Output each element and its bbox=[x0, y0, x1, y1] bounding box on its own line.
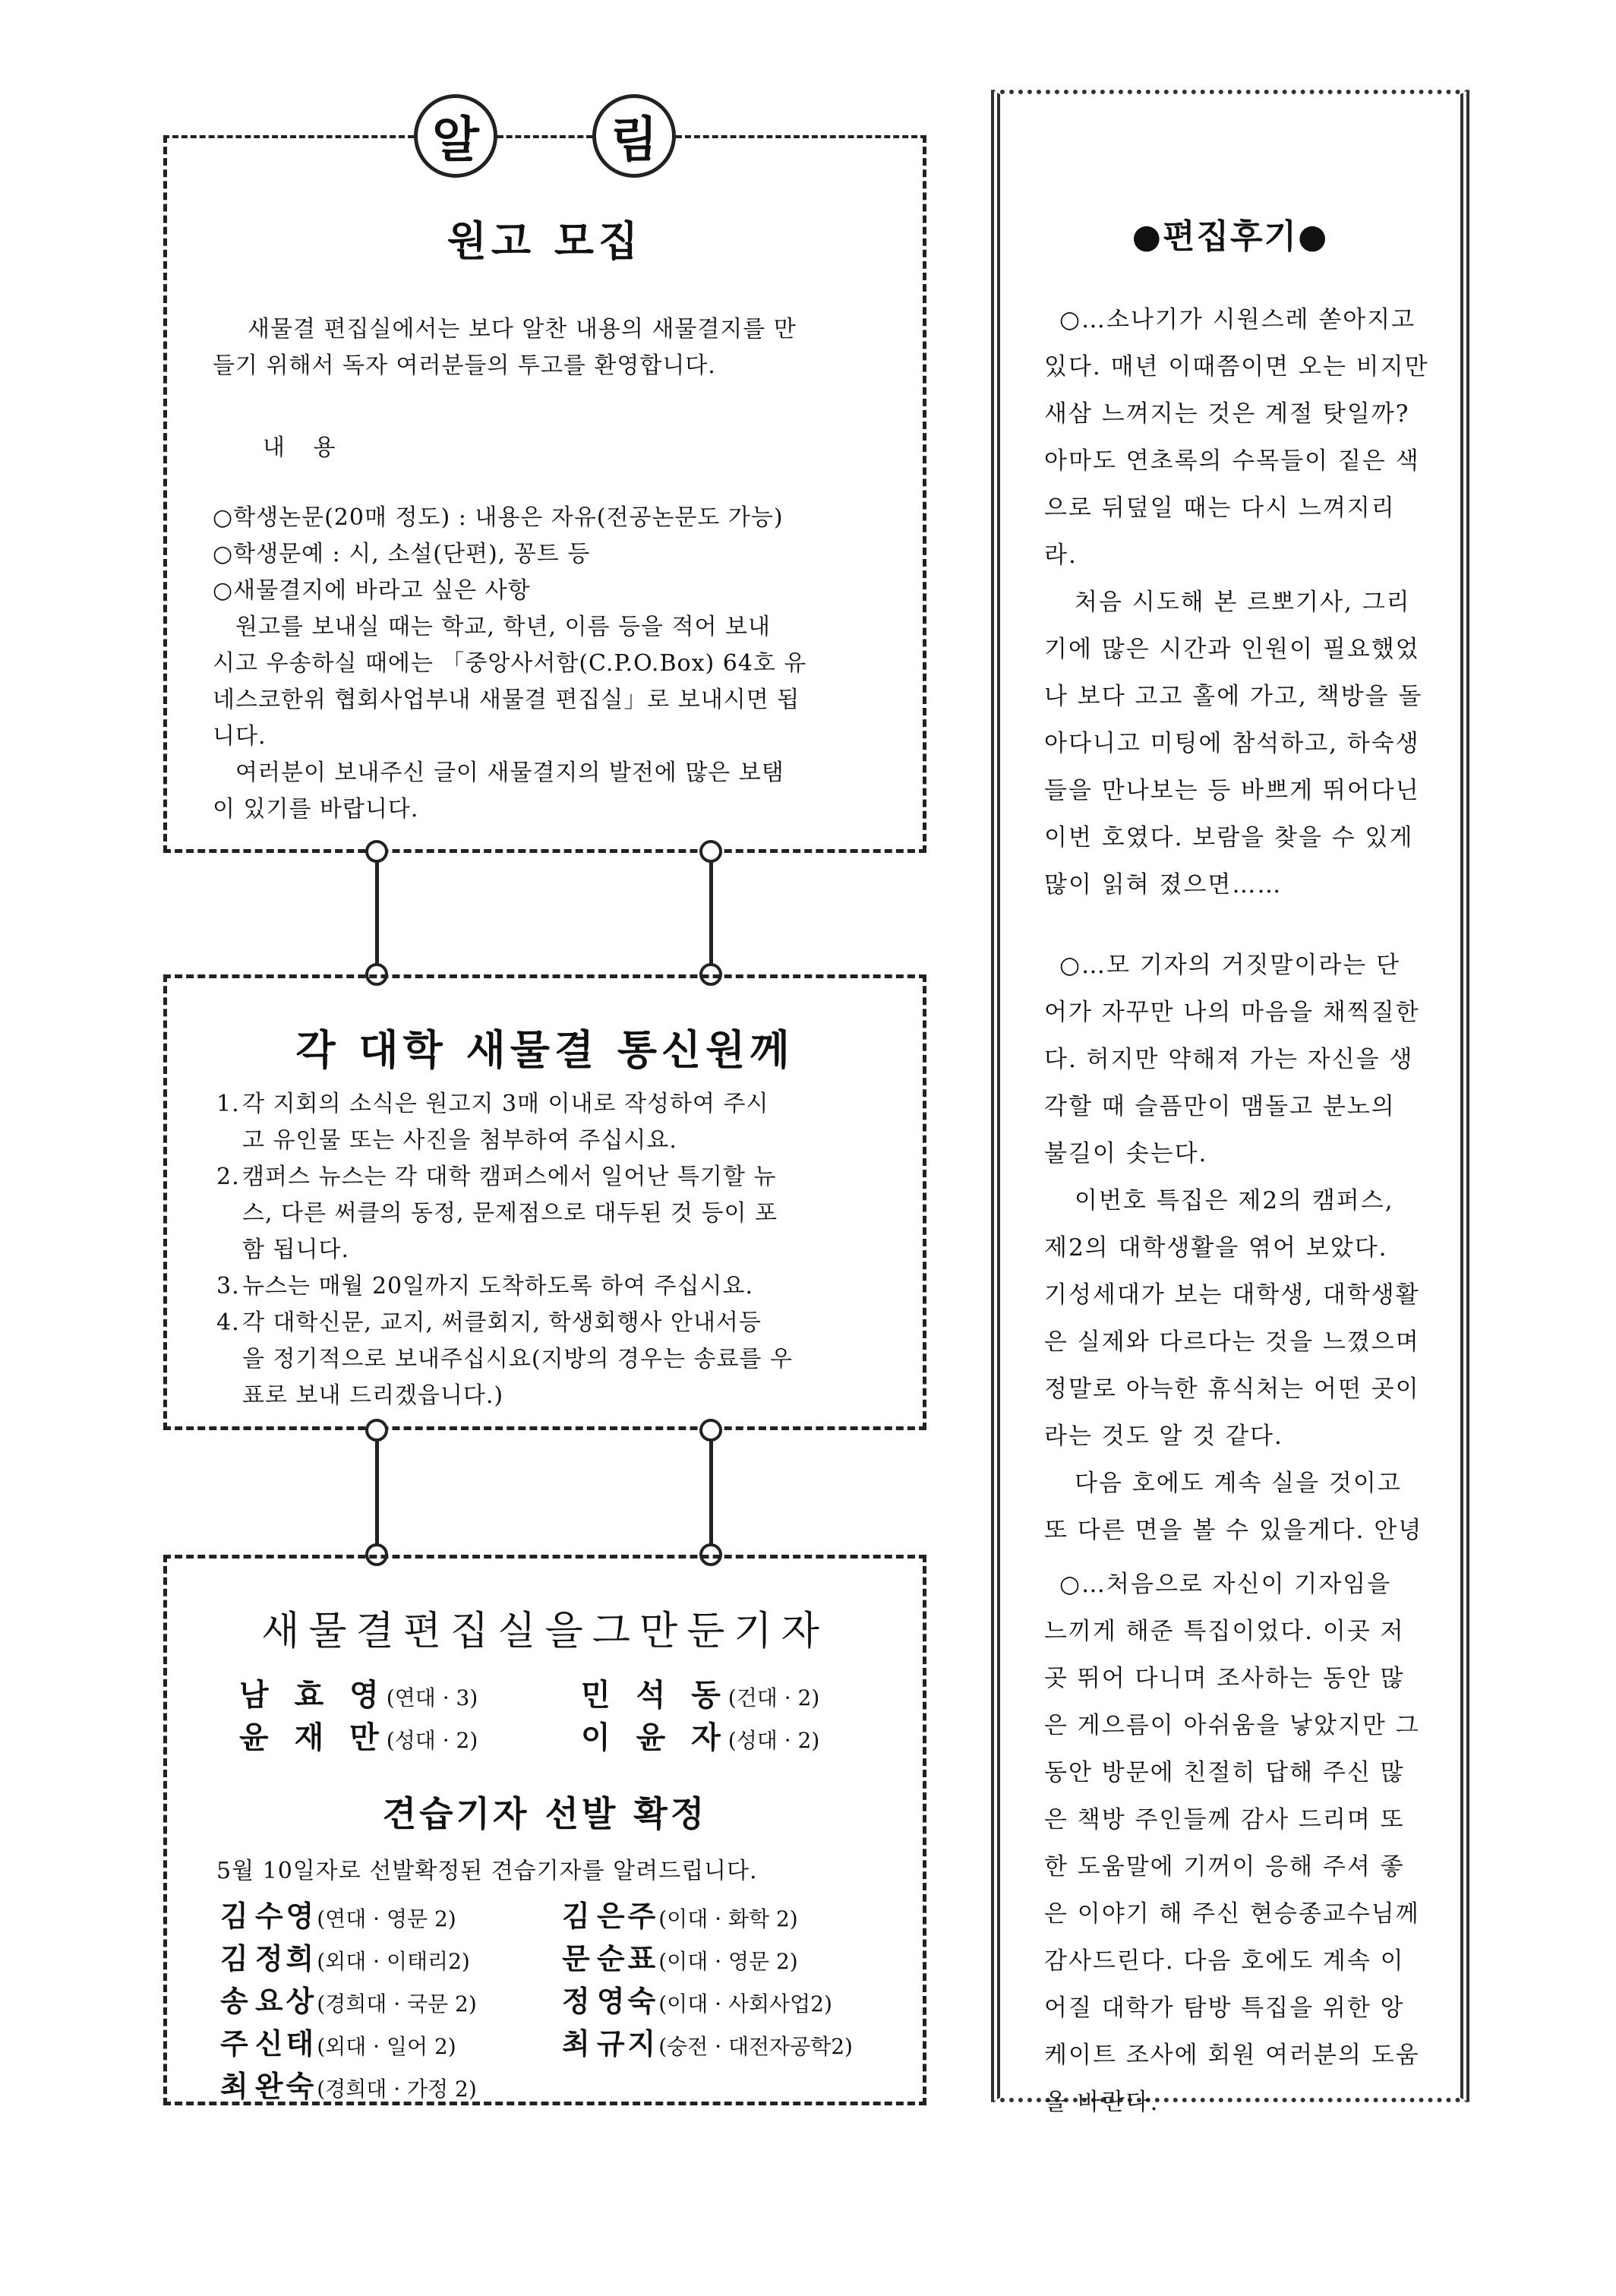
recruit-title: 원고 모집 bbox=[447, 217, 643, 265]
item-line: 캠퍼스 뉴스는 각 대학 캠퍼스에서 일어난 특기할 뉴 bbox=[242, 1164, 777, 1190]
notice-circle-left bbox=[414, 94, 497, 178]
trainee-surname: 송 bbox=[220, 1984, 251, 2018]
trainees-title: 견습기자 선발 확정 bbox=[382, 1793, 708, 1834]
content-label: 내 용 bbox=[263, 434, 346, 461]
postscript-line: 동안 방문에 친절히 답해 주신 많 bbox=[1044, 1759, 1405, 1786]
postscript-line: 한 도움말에 기꺼이 응해 주셔 좋 bbox=[1044, 1853, 1405, 1881]
postscript-line: 라. bbox=[1044, 542, 1078, 569]
recruit-send-line: 니다. bbox=[213, 723, 267, 750]
postscript-line: 아다니고 미팅에 참석하고, 하숙생 bbox=[1044, 730, 1420, 757]
postscript-line: 은 실제와 다르다는 것을 느꼈으며 bbox=[1044, 1328, 1420, 1356]
trainee-info: (경희대 · 국문 2) bbox=[317, 1991, 477, 2017]
postscript-line: 감사드린다. 다음 호에도 계속 이 bbox=[1044, 1947, 1405, 1975]
departed-person bbox=[239, 1713, 581, 1756]
postscript-line: 다음 호에도 계속 실을 것이고 bbox=[1075, 1470, 1402, 1497]
trainee-name: 정희 bbox=[254, 1941, 317, 1975]
recruit-send-line: 네스코한위 협회사업부내 새물결 편집실」로 보내시면 됩 bbox=[213, 687, 800, 713]
postscript-line: 각할 때 슬픔만이 맴돌고 분노의 bbox=[1044, 1093, 1396, 1120]
connector-ring bbox=[699, 840, 722, 863]
postscript-line: 나 보다 고고 홀에 가고, 책방을 돌 bbox=[1044, 683, 1423, 710]
trainee bbox=[220, 1893, 562, 1934]
postscript-line: 은 책방 주인들께 감사 드리며 또 bbox=[1044, 1806, 1405, 1833]
trainee-name: 영숙 bbox=[596, 1984, 659, 2018]
trainee bbox=[562, 1893, 904, 1934]
postscript-line: 다. 허지만 약해져 가는 자신을 생 bbox=[1044, 1046, 1414, 1073]
trainee-surname: 최 bbox=[562, 2026, 593, 2061]
postscript-line: 새삼 느껴지는 것은 계절 탓일까? bbox=[1044, 400, 1410, 428]
recruit-intro-line: 새물결 편집실에서는 보다 알찬 내용의 새물결지를 만 bbox=[248, 316, 797, 343]
recruit-item: ○새물결지에 바라고 싶은 사항 bbox=[213, 577, 531, 604]
postscript-line: 라는 것도 알 것 같다. bbox=[1044, 1423, 1283, 1450]
item-line: 함 됩니다. bbox=[242, 1236, 349, 1263]
trainee-name: 규지 bbox=[596, 2026, 659, 2061]
correspondents-item bbox=[216, 1268, 900, 1305]
notice-char-right: 림 bbox=[611, 112, 658, 169]
postscript-line: 은 이야기 해 주신 현승종교수님께 bbox=[1044, 1900, 1420, 1928]
departed-person bbox=[581, 1713, 819, 1756]
trainees-intro: 5월 10일자로 선발확정된 견습기자를 알려드립니다. bbox=[216, 1858, 758, 1884]
trainee bbox=[220, 1935, 562, 1977]
trainee-surname: 최 bbox=[220, 2069, 251, 2103]
person-name: 윤 재 만 bbox=[239, 1720, 387, 1755]
connector-line bbox=[709, 1440, 713, 1546]
postscript-line: 곳 뛰어 다니며 조사하는 동안 많 bbox=[1044, 1665, 1405, 1692]
trainee-name: 은주 bbox=[596, 1899, 659, 1933]
postscript-line: 아마도 연초록의 수목들이 짙은 색 bbox=[1044, 447, 1420, 475]
person-name: 이 윤 자 bbox=[581, 1720, 728, 1755]
person-school: (성대 · 2) bbox=[728, 1728, 820, 1753]
recruit-item: ○학생문예 : 시, 소설(단편), 꽁트 등 bbox=[213, 541, 591, 567]
trainee-info: (경희대 · 가정 2) bbox=[317, 2077, 477, 2102]
postscript-line: 느끼게 해준 특집이었다. 이곳 저 bbox=[1044, 1618, 1405, 1645]
postscript-part-3 bbox=[1044, 1561, 1454, 2126]
postscript-line: ○…처음으로 자신이 기자임을 bbox=[1059, 1571, 1392, 1598]
postscript-line: 있다. 매년 이때쯤이면 오는 비지만 bbox=[1044, 353, 1429, 381]
trainee-info: (이대 · 화학 2) bbox=[658, 1906, 798, 1931]
connector-line bbox=[375, 861, 379, 966]
postscript-line: 케이트 조사에 회원 여러분의 도움 bbox=[1044, 2042, 1420, 2069]
recruit-item: ○학생논문(20매 정도) : 내용은 자유(전공논문도 가능) bbox=[213, 504, 784, 531]
recruit-closing-line: 이 있기를 바랍니다. bbox=[213, 796, 419, 823]
trainee-surname: 김 bbox=[220, 1941, 251, 1975]
postscript-line: 기성세대가 보는 대학생, 대학생활 bbox=[1044, 1281, 1420, 1309]
postscript-line: 은 게으름이 아쉬움을 낳았지만 그 bbox=[1044, 1712, 1420, 1739]
postscript-line: 많이 읽혀 졌으면…… bbox=[1044, 871, 1283, 899]
postscript-title: ●편집후기● bbox=[1132, 217, 1329, 256]
postscript-line: 들을 만나보는 등 바쁘게 뛰어다닌 bbox=[1044, 777, 1420, 804]
postscript-part-1 bbox=[1044, 296, 1454, 908]
postscript-line: 기에 많은 시간과 인원이 필요했었 bbox=[1044, 636, 1420, 663]
connector-ring bbox=[699, 1419, 722, 1442]
trainee-info: (연대 · 영문 2) bbox=[317, 1906, 456, 1931]
departed-list bbox=[239, 1671, 885, 1756]
postscript-line: 어가 자꾸만 나의 마음을 채찍질한 bbox=[1044, 999, 1420, 1026]
item-line: 각 대학신문, 교지, 써클회지, 학생회행사 안내서등 bbox=[242, 1309, 762, 1336]
correspondents-item bbox=[216, 1305, 900, 1414]
trainee bbox=[220, 2020, 562, 2062]
trainee bbox=[562, 2020, 904, 2062]
trainee-surname: 문 bbox=[562, 1941, 593, 1975]
notice-char-left: 알 bbox=[432, 112, 479, 169]
recruit-intro-line: 들기 위해서 독자 여러분들의 투고를 환영합니다. bbox=[213, 352, 716, 379]
trainee-name: 순표 bbox=[596, 1941, 659, 1975]
trainee-info: (외대 · 일어 2) bbox=[317, 2034, 456, 2059]
departed-title: 새물결편집실을그만둔기자 bbox=[261, 1609, 829, 1654]
connector-ring bbox=[365, 840, 388, 863]
postscript-line: ○…모 기자의 거짓말이라는 단 bbox=[1059, 952, 1401, 979]
postscript-line: 처음 시도해 본 르뽀기사, 그리 bbox=[1075, 589, 1411, 616]
trainee-info: (숭전 · 대전자공학2) bbox=[658, 2034, 853, 2059]
postscript-line: 이번호 특집은 제2의 캠퍼스, bbox=[1075, 1187, 1394, 1214]
person-school: (연대 · 3) bbox=[386, 1685, 478, 1710]
trainee-info: (이대 · 사회사업2) bbox=[658, 1991, 832, 2017]
item-line: 스, 다른 써클의 동정, 문제점으로 대두된 것 등이 포 bbox=[242, 1200, 778, 1227]
departed-person bbox=[239, 1671, 581, 1713]
connector-ring bbox=[365, 1419, 388, 1442]
person-school: (성대 · 2) bbox=[386, 1728, 478, 1753]
item-line: 뉴스는 매월 20일까지 도착하도록 하여 주십시요. bbox=[242, 1273, 754, 1300]
item-number: 3. bbox=[216, 1273, 240, 1300]
recruit-send-line: 시고 우송하실 때에는 「중앙사서함(C.P.O.Box) 64호 유 bbox=[213, 650, 807, 677]
postscript-line: 불길이 솟는다. bbox=[1044, 1140, 1208, 1167]
person-name: 민 석 동 bbox=[581, 1677, 728, 1713]
connector-line bbox=[375, 1440, 379, 1546]
postscript-line: 으로 뒤덮일 때는 다시 느껴지리 bbox=[1044, 494, 1396, 522]
connector-line bbox=[709, 861, 713, 966]
item-line: 을 정기적으로 보내주십시요(지방의 경우는 송료를 우 bbox=[242, 1346, 793, 1372]
trainee-surname: 주 bbox=[220, 2026, 251, 2061]
trainee-info: (외대 · 이태리2) bbox=[317, 1949, 470, 1974]
trainee bbox=[562, 1935, 904, 1977]
postscript-line: 정말로 아늑한 휴식처는 어떤 곳이 bbox=[1044, 1375, 1420, 1403]
trainee-info: (이대 · 영문 2) bbox=[658, 1949, 798, 1974]
postscript-line: 또 다른 면을 볼 수 있을게다. 안녕 bbox=[1044, 1517, 1423, 1544]
recruit-body bbox=[213, 311, 896, 828]
correspondents-item bbox=[216, 1086, 900, 1159]
postscript-line: 제2의 대학생활을 엮어 보았다. bbox=[1044, 1234, 1388, 1262]
trainee-name: 완숙 bbox=[254, 2069, 317, 2103]
item-line: 각 지회의 소식은 원고지 3매 이내로 작성하여 주시 bbox=[242, 1091, 769, 1117]
postscript-line: 어질 대학가 탐방 특집을 위한 앙 bbox=[1044, 1994, 1405, 2022]
correspondents-item bbox=[216, 1159, 900, 1268]
correspondents-list bbox=[216, 1086, 900, 1414]
item-line: 고 유인물 또는 사진을 첨부하여 주십시요. bbox=[242, 1127, 677, 1154]
recruit-send-line: 원고를 보내실 때는 학교, 학년, 이름 등을 적어 보내 bbox=[235, 614, 771, 640]
trainee-surname: 정 bbox=[562, 1984, 593, 2018]
recruit-closing-line: 여러분이 보내주신 글이 새물결지의 발전에 많은 보탬 bbox=[235, 760, 784, 786]
trainee-surname: 김 bbox=[562, 1899, 593, 1933]
trainee bbox=[220, 2063, 570, 2105]
person-name: 남 효 영 bbox=[239, 1677, 387, 1713]
item-number: 4. bbox=[216, 1309, 240, 1336]
trainee bbox=[220, 1978, 562, 2020]
trainees-list bbox=[220, 1893, 904, 2105]
trainee-surname: 김 bbox=[220, 1899, 251, 1933]
notice-circle-right bbox=[592, 94, 676, 178]
item-number: 2. bbox=[216, 1164, 240, 1190]
trainee bbox=[562, 1978, 904, 2020]
trainee-name: 요상 bbox=[254, 1984, 317, 2018]
postscript-line: ○…소나기가 시원스레 쏟아지고 bbox=[1059, 306, 1416, 333]
trainee-name: 수영 bbox=[254, 1899, 317, 1933]
trainee-name: 신태 bbox=[254, 2026, 317, 2061]
correspondents-title: 각 대학 새물결 통신원께 bbox=[295, 1026, 794, 1074]
item-line: 표로 보내 드리겠읍니다.) bbox=[242, 1382, 504, 1409]
item-number: 1. bbox=[216, 1091, 240, 1117]
postscript-part-2 bbox=[1044, 942, 1454, 1554]
postscript-line: 을 바란다. bbox=[1044, 2089, 1160, 2116]
departed-person bbox=[581, 1671, 819, 1713]
person-school: (건대 · 2) bbox=[728, 1685, 820, 1710]
postscript-line: 이번 호였다. 보람을 찾을 수 있게 bbox=[1044, 824, 1414, 851]
